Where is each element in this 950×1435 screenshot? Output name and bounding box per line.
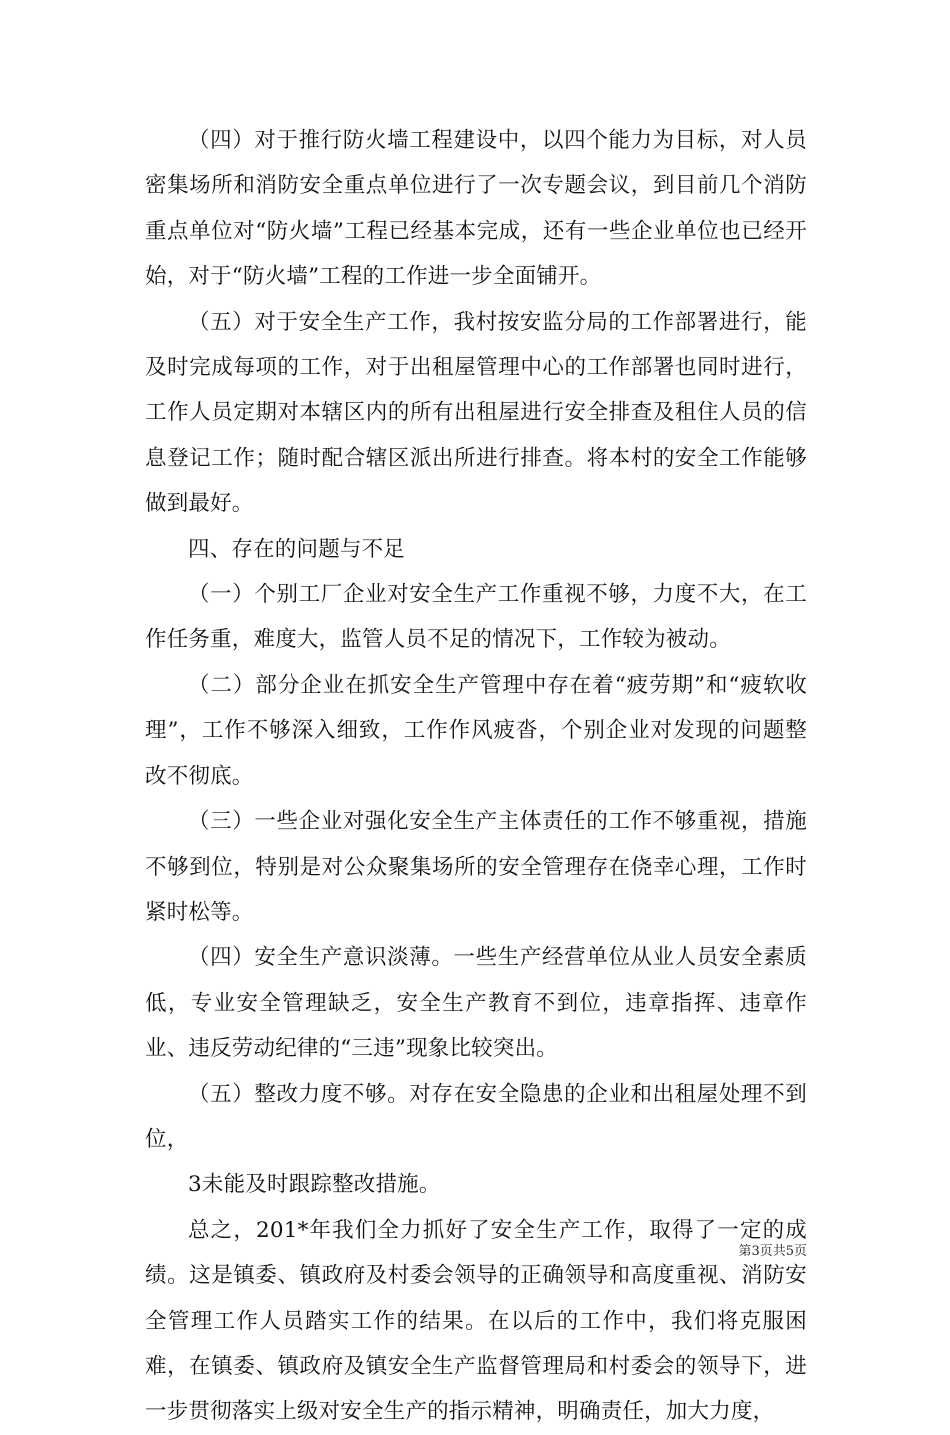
paragraph-problem-1: （一）个别工厂企业对安全生产工作重视不够，力度不大，在工作任务重，难度大，监管人员不足的情况下，工作较为被动。 (145, 582, 807, 653)
paragraph-production-safety: （五）对于安全生产工作，我村按安监分局的工作部署进行，能及时完成每项的工作，对于出租屋管理中心的工作部署也同时进行，工作人员定期对本辖区内的所有出租屋进行安全排查及租住人员的信息登记工作；随时配合辖区派出所进行排查。将本村的安全工作能够做到最好。 (145, 309, 807, 517)
paragraph-problem-5: （五）整改力度不够。对存在安全隐患的企业和出租屋处理不到位， (145, 1081, 807, 1152)
paragraph-summary: 总之，201*年我们全力抓好了安全生产工作，取得了一定的成绩。这是镇委、镇政府及村委会领导的正确领导和高度重视、消防安全管理工作人员踏实工作的结果。在以后的工作中，我们将克服困难，在镇委、镇政府及镇安全生产监督管理局和村委会的领导下，进一步贯彻落实上级对安全生产的指示精神，明确责任，加大力度， (145, 1217, 807, 1425)
paragraph-problem-4: （四）安全生产意识淡薄。一些生产经营单位从业人员安全素质低，专业安全管理缺乏，安全生产教育不到位，违章指挥、违章作业、违反劳动纪律的“三违”现象比较突出。 (145, 945, 807, 1062)
page-number-footer: 第3页共5页 (738, 1244, 807, 1259)
paragraph-problem-3: （三）一些企业对强化安全生产主体责任的工作不够重视，措施不够到位，特别是对公众聚集场所的安全管理存在侥幸心理，工作时紧时松等。 (145, 809, 807, 925)
paragraph-problem-2: （二）部分企业在抓安全生产管理中存在着“疲劳期”和“疲软收理”，工作不够深入细致，工作作风疲沓，个别企业对发现的问题整改不彻底。 (145, 672, 807, 789)
paragraph-firewall: （四）对于推行防火墙工程建设中，以四个能力为目标，对人员密集场所和消防安全重点单位进行了一次专题会议，到目前几个消防重点单位对“防火墙”工程已经基本完成，还有一些企业单位也已经开始，对于“防火墙”工程的工作进一步全面铺开。 (145, 128, 807, 290)
paragraph-followup: 3未能及时跟踪整改措施。 (188, 1172, 441, 1198)
document-body (145, 118, 807, 1435)
section-heading-problems: 四、存在的问题与不足 (188, 536, 406, 562)
